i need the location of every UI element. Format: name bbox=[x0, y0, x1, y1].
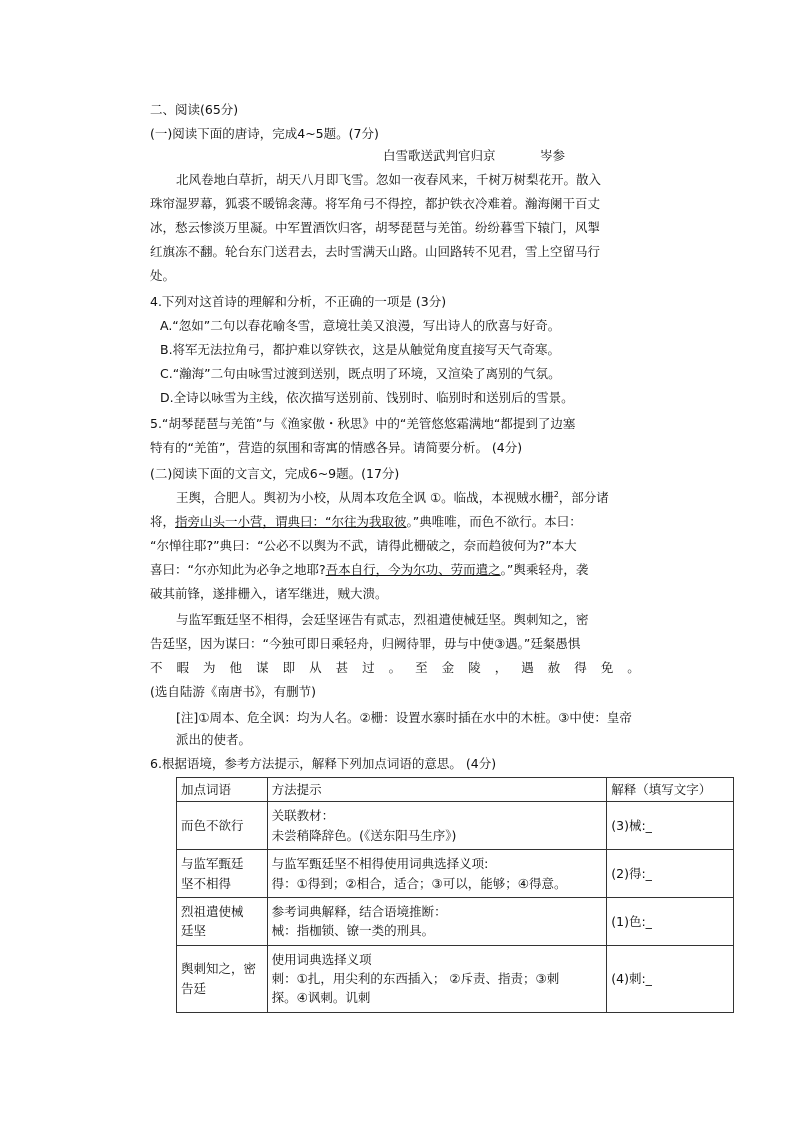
answer-cell[interactable]: (1)色:_ bbox=[607, 897, 734, 945]
footnote: 派出的使者。 bbox=[176, 732, 252, 747]
poem-line: 红旗冻不翻。轮台东门送君去，去时雪满天山路。山回路转不见君，雪上空留马行 bbox=[150, 244, 601, 259]
q4-stem: 4.下列对这首诗的理解和分析，不正确的一项是 (3分) bbox=[150, 294, 447, 309]
answer-cell[interactable]: (3)械:_ bbox=[607, 802, 734, 850]
q4-option-d: D.全诗以咏雪为主线，依次描写送别前、饯别时、临别时和送别后的雪景。 bbox=[160, 390, 574, 405]
table-header: 加点词语 bbox=[177, 778, 268, 802]
word-cell: 与监军甄廷 坚不相得 bbox=[177, 850, 268, 898]
underlined-sentence: 指旁山头一小营，谓典曰：“尔往为我取彼 bbox=[175, 514, 407, 529]
footnote: [注]①周本、危全讽：均为人名。②栅：设置水寨时插在水中的木桩。③中使：皇帝 bbox=[176, 710, 632, 725]
table-row bbox=[177, 802, 734, 850]
word-cell: 烈祖遣使械 廷坚 bbox=[177, 897, 268, 945]
source-citation: (选自陆游《南唐书》，有删节) bbox=[150, 684, 317, 699]
poem-line: 珠帘湿罗幕，狐裘不暖锦衾薄。将军角弓不得控，都护铁衣冷难着。瀚海阑干百丈 bbox=[150, 196, 601, 211]
q4-option-c: C.“瀚海”二句由咏雪过渡到送别，既点明了环境，又渲染了离别的气氛。 bbox=[160, 366, 561, 381]
hint-cell: 参考词典解释，结合语境推断： 械：指枷锁、镣一类的刑具。 bbox=[267, 897, 607, 945]
passage-line: 王舆，合肥人。舆初为小校，从周本攻危全讽 ①。临战，本视贼水栅$^2$，部分诸 bbox=[176, 490, 609, 506]
answer-cell[interactable]: (2)得:_ bbox=[607, 850, 734, 898]
word-cell: 舆刺知之，密 告廷 bbox=[177, 945, 268, 1012]
table-row bbox=[177, 850, 734, 898]
poem-author: 岑参 bbox=[540, 148, 566, 163]
part2-intro: (二)阅读下面的文言文，完成6~9题。(17分) bbox=[150, 466, 400, 481]
poem-line: 北风卷地白草折，胡天八月即飞雪。忽如一夜春风来，千树万树梨花开。散入 bbox=[176, 172, 602, 187]
passage-line: “尔惮往耶?”典曰：“公必不以舆为不武，请得此栅破之，奈而趋彼何为?”本大 bbox=[150, 538, 577, 553]
q5-line2: 特有的“羌笛”，营造的氛围和寄寓的情感各异。请简要分析。 (4分) bbox=[150, 440, 523, 455]
hint-cell: 与监军甄廷坚不相得使用词典选择义项: 得：①得到；②相合，适合；③可以，能够；④得意。 bbox=[267, 850, 607, 898]
table-row bbox=[177, 945, 734, 1012]
poem-title: 白雪歌送武判官归京 bbox=[383, 148, 496, 163]
q4-option-b: B.将军无法拉角弓，都护难以穿铁衣，这是从触觉角度直接写天气奇寒。 bbox=[160, 342, 561, 357]
passage-line: 告廷坚，因为谋曰：“今独可即日乘轻舟，归阙待罪，毋与中使③遇。”廷粲愚惧 bbox=[150, 636, 581, 651]
q6-stem: 6.根据语境，参考方法提示，解释下列加点词语的意思。 (4分) bbox=[150, 756, 497, 771]
hint-cell: 关联教材： 未尝稍降辞色。(《送东阳马生序》) bbox=[267, 802, 607, 850]
table-header-row bbox=[177, 778, 734, 802]
part1-intro: (一)阅读下面的唐诗，完成4~5题。(7分) bbox=[150, 126, 379, 141]
table-header: 方法提示 bbox=[267, 778, 607, 802]
word-cell: 而色不欲行 bbox=[177, 802, 268, 850]
passage-line: 将，指旁山头一小营，谓典曰：“尔往为我取彼。”典唯唯，而色不欲行。本曰： bbox=[150, 514, 582, 529]
underlined-sentence: 吾本自行，今为尔功、劳而遣之 bbox=[325, 562, 501, 577]
q5-line1: 5.“胡琴琵琶与羌笛”与《渔家傲・秋思》中的“羌管悠悠霜满地“都提到了边塞 bbox=[150, 416, 576, 431]
poem-line: 冰，愁云惨淡万里凝。中军置酒饮归客，胡琴琵琶与羌笛。纷纷暮雪下辕门，风掣 bbox=[150, 220, 601, 235]
passage-line: 与监军甄廷坚不相得，会廷坚诬告有贰志，烈祖遣使械廷坚。舆刺知之，密 bbox=[176, 612, 589, 627]
section-heading: 二、阅读(65分) bbox=[150, 102, 239, 117]
vocab-method-table bbox=[176, 777, 734, 1013]
poem-line: 处。 bbox=[150, 268, 176, 283]
hint-cell: 使用词典选择义项 刺：①扎，用尖利的东西插入； ②斥责、指责；③刺 探。④讽刺。讥刺 bbox=[267, 945, 607, 1012]
answer-cell[interactable]: (4)刺:_ bbox=[607, 945, 734, 1012]
passage-line: 破其前锋，遂排栅入，诸军继进，贼大溃。 bbox=[150, 586, 388, 601]
passage-line-spaced: 不 暇 为 他 谋 即 从 甚 过 。 至 金 陵 ， 遇 赦 得 免 。 bbox=[150, 660, 640, 675]
table-row bbox=[177, 897, 734, 945]
q4-option-a: A.“忽如”二句以春花喻冬雪，意境壮美又浪漫，写出诗人的欣喜与好奇。 bbox=[160, 318, 561, 333]
passage-line: 喜曰：“尔亦知此为必争之地耶?吾本自行，今为尔功、劳而遣之。”舆乘轻舟，袭 bbox=[150, 562, 589, 577]
table-header: 解释（填写文字） bbox=[607, 778, 734, 802]
